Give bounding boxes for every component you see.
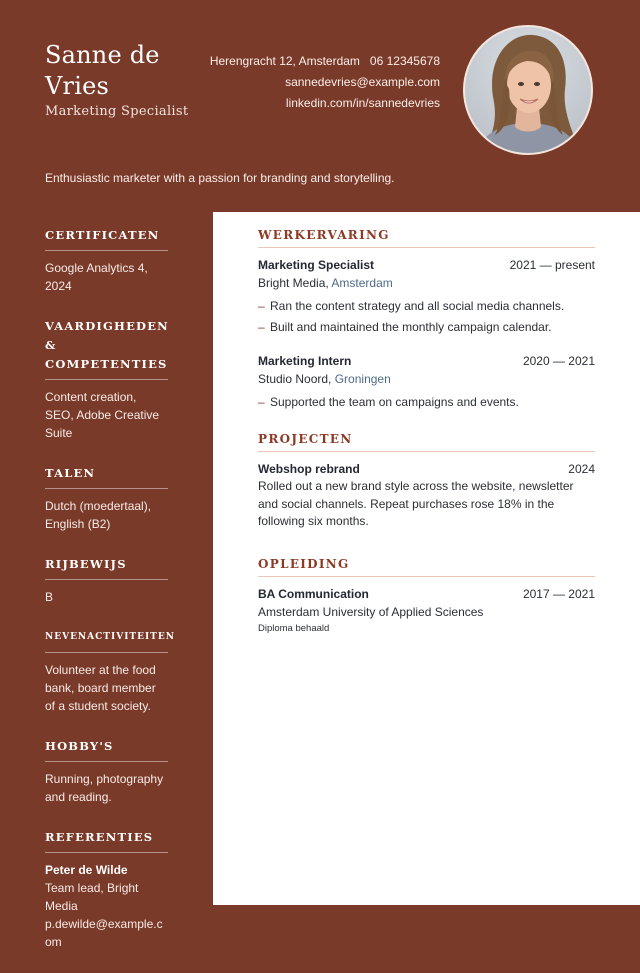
job-bullets [258,392,595,413]
job-dates: 2021 — present [509,258,595,272]
list-item: – Built and maintained the monthly campaign calendar. [258,320,552,334]
degree-dates: 2017 — 2021 [522,587,595,601]
job-title: Marketing Specialist [258,258,375,272]
project-title: Webshop rebrand [258,462,360,476]
profile-photo [463,25,593,155]
contact-block [210,51,440,114]
skills-section [45,317,168,442]
activities-heading: NEVENACTIVITEITEN [45,628,168,653]
job-dates: 2020 — 2021 [522,354,595,368]
reference-role: Team lead, Bright Media [45,881,139,913]
degree-note: Diploma behaald [258,623,330,634]
job-company-line: Bright Media, Amsterdam [258,276,393,290]
certificates-heading: CERTIFICATEN [45,226,168,251]
skills-text: Content creation, SEO, Adobe Creative Suite [45,390,160,440]
activities-section [45,628,175,715]
portrait-image [465,27,591,153]
hobbies-heading: HOBBY'S [45,737,168,762]
project-entry [258,460,595,531]
work-section [258,228,595,425]
skills-heading: VAARDIGHEDEN & COMPETENTIES [45,317,168,380]
hobbies-section [45,737,168,806]
education-entry [258,585,595,637]
job-company: Studio Noord [258,372,329,386]
license-heading: RIJBEWIJS [45,555,168,580]
education-section [258,557,595,649]
intro-text: Enthusiastic marketer with a passion for branding and storytelling. [45,171,395,185]
job-location: Amsterdam [331,276,393,290]
projects-heading: PROJECTEN [258,432,595,452]
main-panel [213,212,640,905]
project-description: Rolled out a new brand style across the website, newsletter and social channels. Repeat purchases rose 18% in the following six months. [258,479,574,528]
projects-section [258,432,595,543]
hobbies-text: Running, photography and reading. [45,772,164,804]
job-bullets [258,296,595,338]
work-heading: WERKERVARING [258,228,595,248]
project-dates: 2024 [568,462,595,476]
languages-text: Dutch (moedertaal), English (B2) [45,499,152,531]
work-entry [258,256,595,338]
sidebar [45,226,175,973]
candidate-name: Sanne de Vries [45,41,160,100]
school-name: Amsterdam University of Applied Sciences [258,605,484,619]
job-company: Bright Media [258,276,326,290]
candidate-role: Marketing Specialist [45,104,189,119]
address-text: Herengracht 12, Amsterdam [209,54,360,68]
languages-heading: TALEN [45,464,168,489]
job-company-line: Studio Noord, Groningen [258,372,391,386]
education-heading: OPLEIDING [258,557,595,577]
activities-text: Volunteer at the food bank, board member of a student society. [45,663,156,713]
reference-email: p.dewilde@example.com [45,917,163,949]
work-entry [258,352,595,413]
certificates-text: Google Analytics 4, 2024 [45,261,148,293]
license-text: B [45,590,54,604]
languages-section [45,464,168,533]
job-title: Marketing Intern [258,354,352,368]
list-item: – Supported the team on campaigns and events. [258,395,519,409]
linkedin-text: linkedin.com/in/sannedevries [285,96,440,110]
phone-text: 06 12345678 [369,54,440,68]
certificates-section [45,226,168,295]
email-text: sannedevries@example.com [285,75,440,89]
references-heading: REFERENTIES [45,828,168,853]
references-section [45,828,168,951]
list-item: – Ran the content strategy and all social media channels. [258,299,565,313]
license-section [45,555,168,606]
reference-name: Peter de Wilde [45,863,128,877]
degree-title: BA Communication [258,587,369,601]
job-location: Groningen [334,372,391,386]
